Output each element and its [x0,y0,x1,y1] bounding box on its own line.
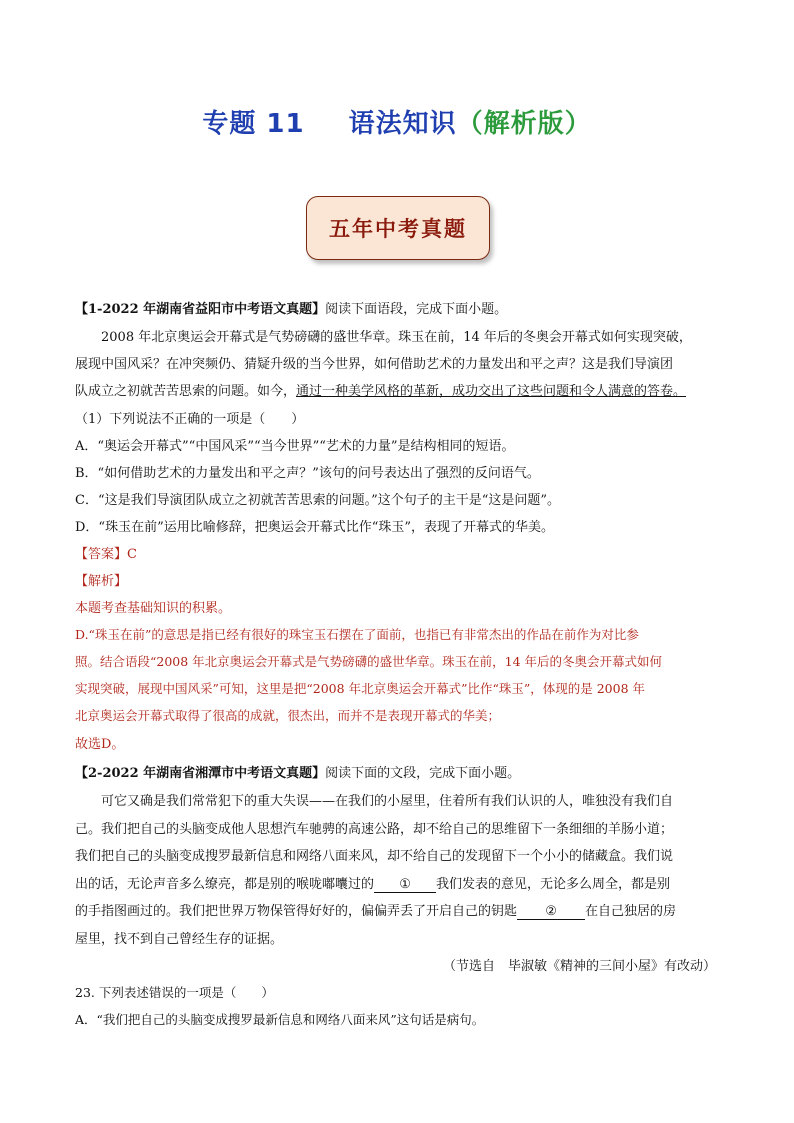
q2-passage-line: 我们把自己的头脑变成搜罗最新信息和网络八面来风，却不给自己的发现留下一个小小的储藏盒。我们说 [75,849,674,864]
q2-passage-line [75,873,670,893]
q2-citation: （节选自 毕淑敏《精神的三间小屋》有改动） [442,959,716,974]
q2-passage-text: 的手指图画过的。我们把世界万物保管得好好的，偏偏弄丢了开启自己的钥匙 [75,904,518,919]
q1-option-b: B．“如何借助艺术的力量发出和平之声？”该句的问号表达出了强烈的反问语气。 [75,466,540,481]
q1-passage-line [75,380,686,399]
q2-passage-line: 可它又确是我们常常犯下的重大失误——在我们的小屋里，住着所有我们认识的人，唯独没有我们自 [101,794,674,809]
q2-passage-line [75,900,676,920]
title-version: （解析版） [456,109,592,139]
q1-option-c: C．“这是我们导演团队成立之初就苦苦思索的问题。”这个句子的主干是“这是问题”。 [75,493,561,508]
q2-passage-text: 在自己独居的房 [585,904,677,919]
q2-passage-text: 我们发表的意见，无论多么周全，都是别 [436,877,671,892]
q1-analysis-line: 照。结合语段“2008 年北京奥运会开幕式是气势磅礴的盛世华章。珠玉在前，14 年后的冬奥会开幕式如何 [75,654,663,669]
q1-analysis-line: 实现突破，展现中国风采”可知，这里是把“2008 年北京奥运会开幕式”比作“珠玉”，体现的是 2008 年 [75,681,645,696]
q1-header [75,298,507,317]
q2-passage-line: 屋里，找不到自己曾经生存的证据。 [75,932,284,947]
q1-passage-text: 队成立之初就苦苦思索的问题。如今， [75,384,297,399]
q1-analysis-line: D.“珠玉在前”的意思是指已经有很好的珠宝玉石摆在了面前，也指已有非常杰出的作品在前作为对比参 [75,627,639,642]
q1-instruction: 阅读下面语段，完成下面小题。 [325,302,508,317]
section-badge-label: 五年中考真题 [329,216,467,241]
q1-passage-line: 2008 年北京奥运会开幕式是气势磅礴的盛世华章。珠玉在前，14 年后的冬奥会开幕式如何实现突破， [101,330,692,345]
title-topic: 语法知识 [348,109,457,139]
q1-answer: 【答案】C [75,547,137,562]
q1-underlined-sentence: 通过一种美学风格的革新，成功交出了这些问题和令人满意的答卷。 [296,384,687,399]
q2-passage-line: 己。我们把自己的头脑变成他人思想汽车驰骋的高速公路，却不给自己的思维留下一条细细的羊肠小道； [75,822,674,837]
q1-analysis-label: 【解析】 [75,574,128,589]
q1-question: （1）下列说法不正确的一项是（ ） [75,412,305,427]
q2-question: 23. 下列表述错误的一项是（ ） [75,985,274,1000]
q2-passage-text: 出的话，无论声音多么缭亮，都是别的喉咙嘟囔过的 [75,877,375,892]
title-main: 专题 11 [202,109,305,139]
blank-2: ② [517,904,585,920]
q1-conclusion: 故选D。 [75,737,125,752]
q2-source: 【2-2022 年湖南省湘潭市中考语文真题】 [75,766,326,781]
q2-header [75,762,520,781]
q1-passage-line: 展现中国风采？在冲突频仍、猜疑升级的当今世界，如何借助艺术的力量发出和平之声？这是我们导演团 [75,357,674,372]
q1-analysis-line: 北京奥运会开幕式取得了很高的成就，很杰出，而并不是表现开幕式的华美； [75,708,501,723]
page-title [0,103,794,140]
blank-1: ① [374,877,436,893]
q2-instruction: 阅读下面的文段，完成下面小题。 [325,766,521,781]
q1-source: 【1-2022 年湖南省益阳市中考语文真题】 [75,302,326,317]
section-badge [306,196,490,260]
q1-option-a: A．“奥运会开幕式”“中国风采”“当今世界”“艺术的力量”是结构相同的短语。 [75,439,515,454]
q1-option-d: D．“珠玉在前”运用比喻修辞，把奥运会开幕式比作“珠玉”，表现了开幕式的华美。 [75,520,555,535]
q1-analysis-line: 本题考查基础知识的积累。 [75,601,232,616]
q2-option-a: A．“我们把自己的头脑变成搜罗最新信息和网络八面来风”这句话是病句。 [75,1012,485,1027]
